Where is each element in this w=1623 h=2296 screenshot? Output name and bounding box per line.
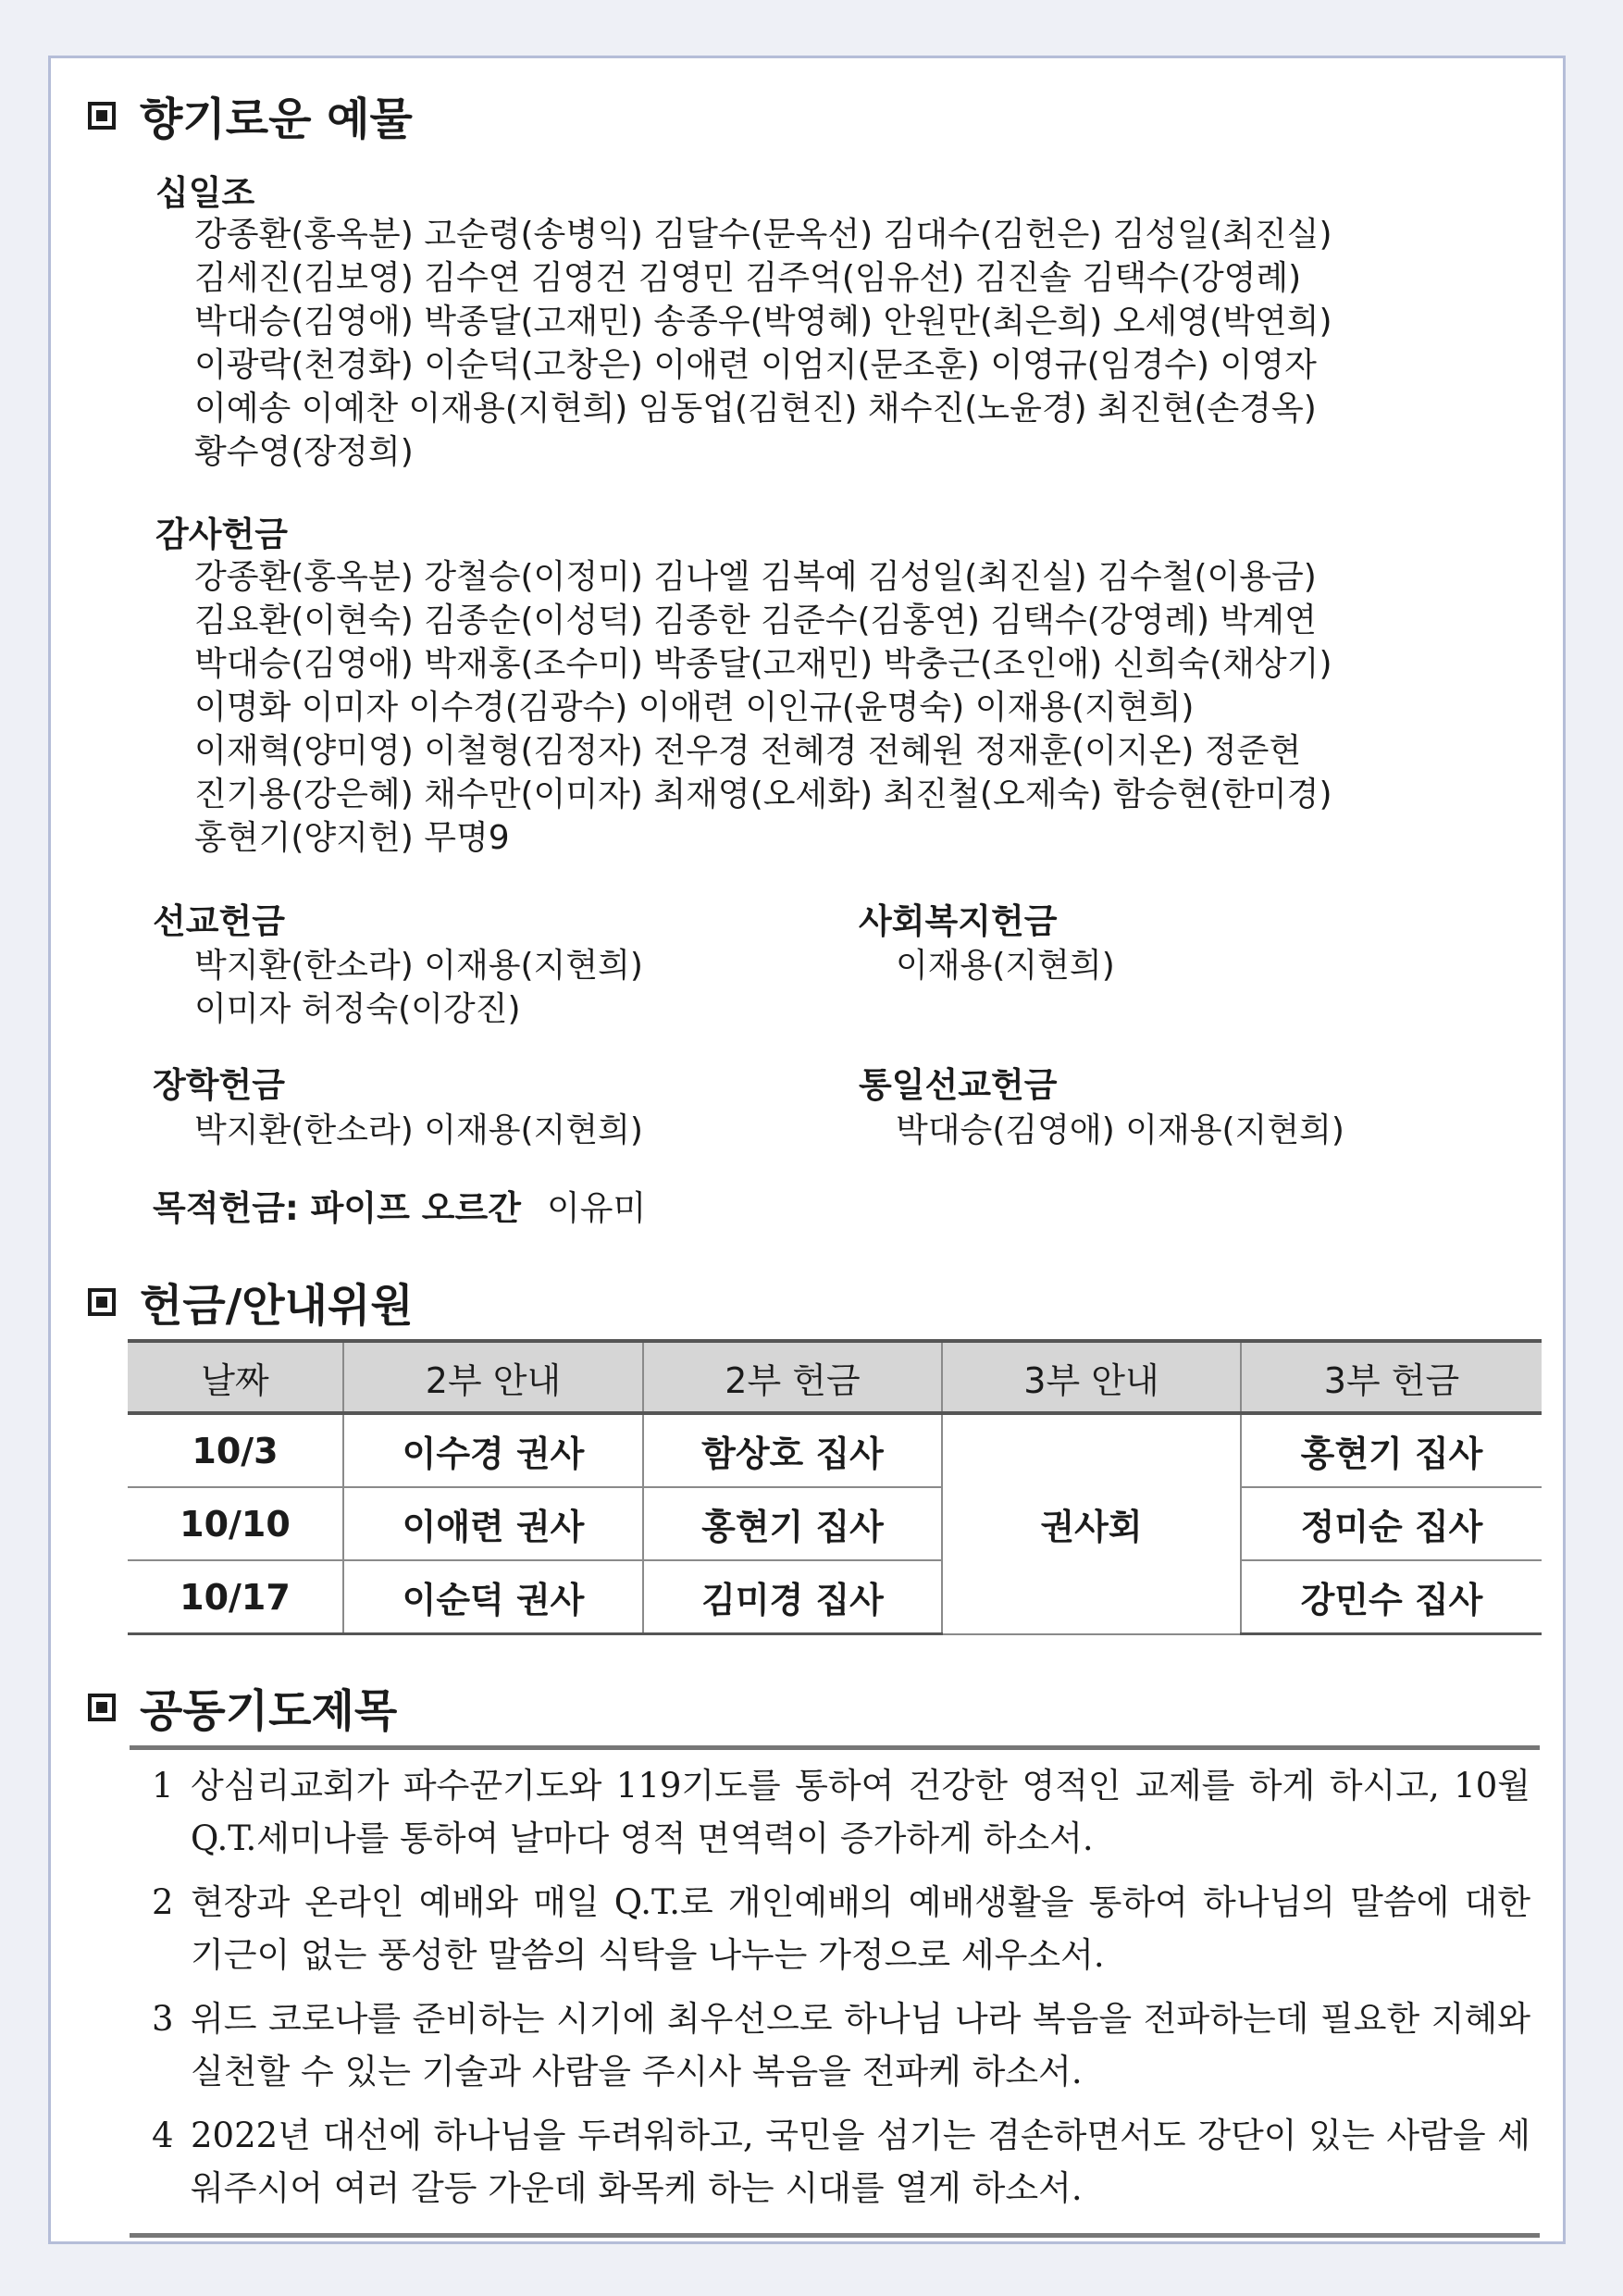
square-bullet-icon xyxy=(88,102,116,130)
square-bullet-icon xyxy=(88,1288,116,1316)
prayer-item xyxy=(130,2109,1540,2215)
table-row xyxy=(128,1487,1542,1560)
name-line: 박대승(김영애) 박종달(고재민) 송종우(박영혜) 안원만(최은희) 오세영(박연희) xyxy=(194,303,1332,341)
cell-guide-2: 이수경 권사 xyxy=(343,1413,643,1487)
scholarship-label: 장학헌금 xyxy=(153,1065,285,1105)
mission-label: 선교헌금 xyxy=(153,901,285,941)
prayer-number: 4 xyxy=(152,2116,174,2155)
name-line: 이예송 이예찬 이재용(지현희) 임동업(김현진) 채수진(노윤경) 최진현(손경옥) xyxy=(194,390,1317,428)
purpose-offering xyxy=(153,1180,646,1230)
cell-offer-3: 정미순 집사 xyxy=(1241,1487,1542,1560)
unification-label: 통일선교헌금 xyxy=(859,1065,1058,1105)
cell-offer-3: 강민수 집사 xyxy=(1241,1560,1542,1634)
name-line: 김세진(김보영) 김수연 김영건 김영민 김주억(임유선) 김진솔 김택수(강영례) xyxy=(194,259,1302,297)
cell-guide-2: 이애련 권사 xyxy=(343,1487,643,1560)
purpose-label: 목적헌금: 파이프 오르간 xyxy=(153,1188,521,1228)
square-bullet-icon xyxy=(88,1694,116,1721)
name-line: 이미자 허정숙(이강진) xyxy=(194,990,521,1028)
table-row xyxy=(128,1560,1542,1634)
prayer-item xyxy=(130,1759,1540,1865)
name-line: 이재혁(양미영) 이철형(김정자) 전우경 전혜경 전혜원 정재훈(이지온) 정준현 xyxy=(194,732,1302,770)
prayer-text: 상심리교회가 파수꾼기도와 119기도를 통하여 건강한 영적인 교제를 하게 하시고, 10월 Q.T.세미나를 통하여 날마다 영적 면역력이 증가하게 하소서. xyxy=(191,1766,1530,1858)
scholarship-names xyxy=(194,1109,643,1152)
duty-section-title: 헌금/안내위원 xyxy=(88,1270,414,1334)
welfare-label: 사회복지헌금 xyxy=(859,901,1058,941)
purpose-value: 이유미 xyxy=(546,1188,647,1228)
prayer-text: 2022년 대선에 하나님을 두려워하고, 국민을 섬기는 겸손하면서도 강단이 있는 사람을 세워주시어 여러 갈등 가운데 화목케 하는 시대를 열게 하소서. xyxy=(191,2116,1530,2208)
prayer-list xyxy=(130,1745,1540,2238)
prayer-item xyxy=(130,1876,1540,1981)
cell-offer-3: 홍현기 집사 xyxy=(1241,1413,1542,1487)
name-line: 이재용(지현희) xyxy=(896,947,1115,985)
unification-names xyxy=(896,1109,1344,1152)
prayer-text: 위드 코로나를 준비하는 시기에 최우선으로 하나님 나라 복음을 전파하는데 필요한 지혜와 실천할 수 있는 기술과 사람을 주시사 복음을 전파케 하소서. xyxy=(191,1999,1530,2091)
prayer-section-title: 공동기도제목 xyxy=(88,1675,397,1739)
name-line: 이광락(천경화) 이순덕(고창은) 이애련 이엄지(문조훈) 이영규(임경수) 이영자 xyxy=(194,346,1317,384)
header-guide-2: 2부 안내 xyxy=(343,1341,643,1413)
header-date: 날짜 xyxy=(128,1341,343,1413)
header-guide-3: 3부 안내 xyxy=(942,1341,1241,1413)
welfare-names xyxy=(896,944,1115,987)
cell-offer-2: 함상호 집사 xyxy=(643,1413,942,1487)
thanks-label: 감사헌금 xyxy=(155,515,288,554)
cell-guide-2: 이순덕 권사 xyxy=(343,1560,643,1634)
cell-offer-2: 홍현기 집사 xyxy=(643,1487,942,1560)
cell-offer-2: 김미경 집사 xyxy=(643,1560,942,1634)
name-line: 김요환(이현숙) 김종순(이성덕) 김종한 김준수(김홍연) 김택수(강영례) 박계연 xyxy=(194,602,1317,639)
name-line: 진기용(강은혜) 채수만(이미자) 최재영(오세화) 최진철(오제숙) 함승현(한미경) xyxy=(194,776,1332,813)
name-line: 강종환(홍옥분) 고순령(송병익) 김달수(문옥선) 김대수(김헌은) 김성일(최진실) xyxy=(194,216,1332,254)
name-line: 황수영(장정희) xyxy=(194,433,414,471)
prayer-number: 1 xyxy=(152,1766,174,1806)
prayer-number: 3 xyxy=(152,1999,174,2039)
mission-names xyxy=(194,944,643,1031)
table-header-row xyxy=(128,1341,1542,1413)
thanks-names xyxy=(194,555,1332,860)
table-row xyxy=(128,1413,1542,1487)
cell-date: 10/17 xyxy=(128,1560,343,1634)
header-offer-2: 2부 헌금 xyxy=(643,1341,942,1413)
name-line: 박대승(김영애) 이재용(지현희) xyxy=(896,1111,1344,1149)
offering-section-title: 향기로운 예물 xyxy=(88,83,413,147)
cell-date: 10/10 xyxy=(128,1487,343,1560)
cell-date: 10/3 xyxy=(128,1413,343,1487)
tithe-names xyxy=(194,213,1332,474)
name-line: 박지환(한소라) 이재용(지현희) xyxy=(194,1111,643,1149)
prayer-item xyxy=(130,1992,1540,2098)
header-offer-3: 3부 헌금 xyxy=(1241,1341,1542,1413)
cell-guide-3-merged: 권사회 xyxy=(942,1413,1241,1634)
name-line: 강종환(홍옥분) 강철승(이정미) 김나엘 김복예 김성일(최진실) 김수철(이용금) xyxy=(194,558,1317,596)
name-line: 이명화 이미자 이수경(김광수) 이애련 이인규(윤명숙) 이재용(지현희) xyxy=(194,689,1195,726)
name-line: 박대승(김영애) 박재홍(조수미) 박종달(고재민) 박충근(조인애) 신희숙(채상기) xyxy=(194,645,1332,683)
prayer-text: 현장과 온라인 예배와 매일 Q.T.로 개인예배의 예배생활을 통하여 하나님의 말씀에 대한 기근이 없는 풍성한 말씀의 식탁을 나누는 가정으로 세우소서. xyxy=(191,1882,1530,1975)
tithe-label: 십일조 xyxy=(155,173,255,213)
name-line: 홍현기(양지헌) 무명9 xyxy=(194,819,510,857)
duty-table xyxy=(128,1339,1542,1635)
name-line: 박지환(한소라) 이재용(지현희) xyxy=(194,947,643,985)
prayer-number: 2 xyxy=(152,1882,174,1922)
